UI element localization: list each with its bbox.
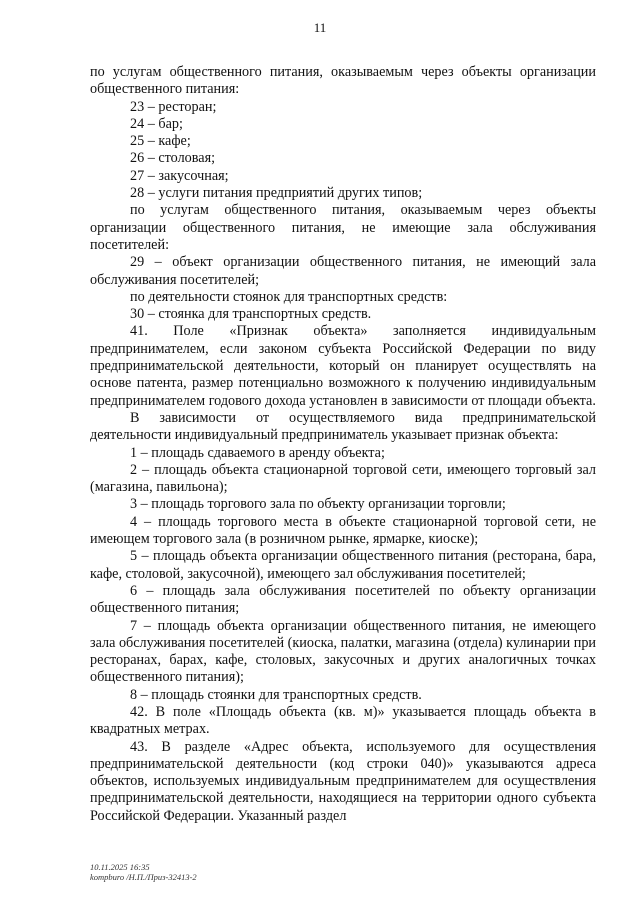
list-item: 25 – кафе; (130, 133, 191, 150)
footer-stamp (90, 862, 197, 882)
paragraph: по услугам общественного питания, оказываемым через объекты организации общественного питания, не имеющие зала обслуживания посетителей: (90, 202, 596, 253)
page-number: 11 (313, 20, 327, 35)
list-item: 28 – услуги питания предприятий других типов; (130, 185, 423, 202)
list-item: 2 – площадь объекта стационарной торговой сети, имеющего торговый зал (магазина, павильона); (90, 461, 596, 496)
list-item: 8 – площадь стоянки для транспортных средств. (130, 686, 422, 703)
footer-timestamp: 10.11.2025 16:35 (90, 862, 150, 872)
list-item: 23 – ресторан; (130, 98, 217, 115)
list-item: 1 – площадь сдаваемого в аренду объекта; (130, 444, 385, 461)
list-item: 24 – бар; (130, 115, 183, 132)
list-item: 3 – площадь торгового зала по объекту организации торговли; (130, 496, 506, 513)
list-item: 27 – закусочная; (130, 167, 229, 184)
list-item: 6 – площадь зала обслуживания посетителей по объекту организации общественного питания; (90, 582, 596, 617)
footer-document-ref: kompburo /Н.П./Приз-32413-2 (90, 872, 197, 882)
paragraph: 43. В разделе «Адрес объекта, используемого для осуществления предпринимательской деятельности (код строки 040)» указываются адреса объектов, используемых индивидуальным предпринимателем для осуществления предпринимательской деятельности, находящиеся на территории одного субъекта Российской Федерации. Указанный раздел (90, 738, 596, 824)
paragraph: по услугам общественного питания, оказываемым через объекты организации общественного питания: (90, 64, 596, 98)
paragraph: 41. Поле «Признак объекта» заполняется индивидуальным предпринимателем, если законом субъекта Российской Федерации по виду предпринимательской деятельности, который он планирует осуществлять на основе патента, размер потенциально возможного к получению индивидуальным предпринимателем годового дохода установлен в зависимости от площади объекта. (90, 323, 596, 409)
list-item: 26 – столовая; (130, 150, 216, 167)
paragraph: по деятельности стоянок для транспортных средств: (130, 288, 448, 305)
list-item: 4 – площадь торгового места в объекте стационарной торговой сети, не имеющем торгового зала (в розничном рынке, ярмарке, киоске); (90, 513, 596, 548)
list-item: 30 – стоянка для транспортных средств. (130, 306, 372, 323)
document-body (90, 64, 596, 825)
list-item: 5 – площадь объекта организации общественного питания (ресторана, бара, кафе, столовой, закусочной), имеющего зал обслуживания посетителей; (90, 548, 596, 582)
list-item: 29 – объект организации общественного питания, не имеющий зала обслуживания посетителей; (90, 254, 596, 288)
list-item: 7 – площадь объекта организации общественного питания, не имеющего зала обслуживания посетителей (киоска, палатки, магазина (отдела) кулинарии при ресторанах, барах, кафе, столовых, закусочных и других аналогичных точках общественного питания); (90, 617, 597, 686)
paragraph: 42. В поле «Площадь объекта (кв. м)» указывается площадь объекта в квадратных метрах. (90, 703, 596, 738)
paragraph: В зависимости от осуществляемого вида предпринимательской деятельности индивидуальный предприниматель указывает признак объекта: (90, 409, 596, 444)
